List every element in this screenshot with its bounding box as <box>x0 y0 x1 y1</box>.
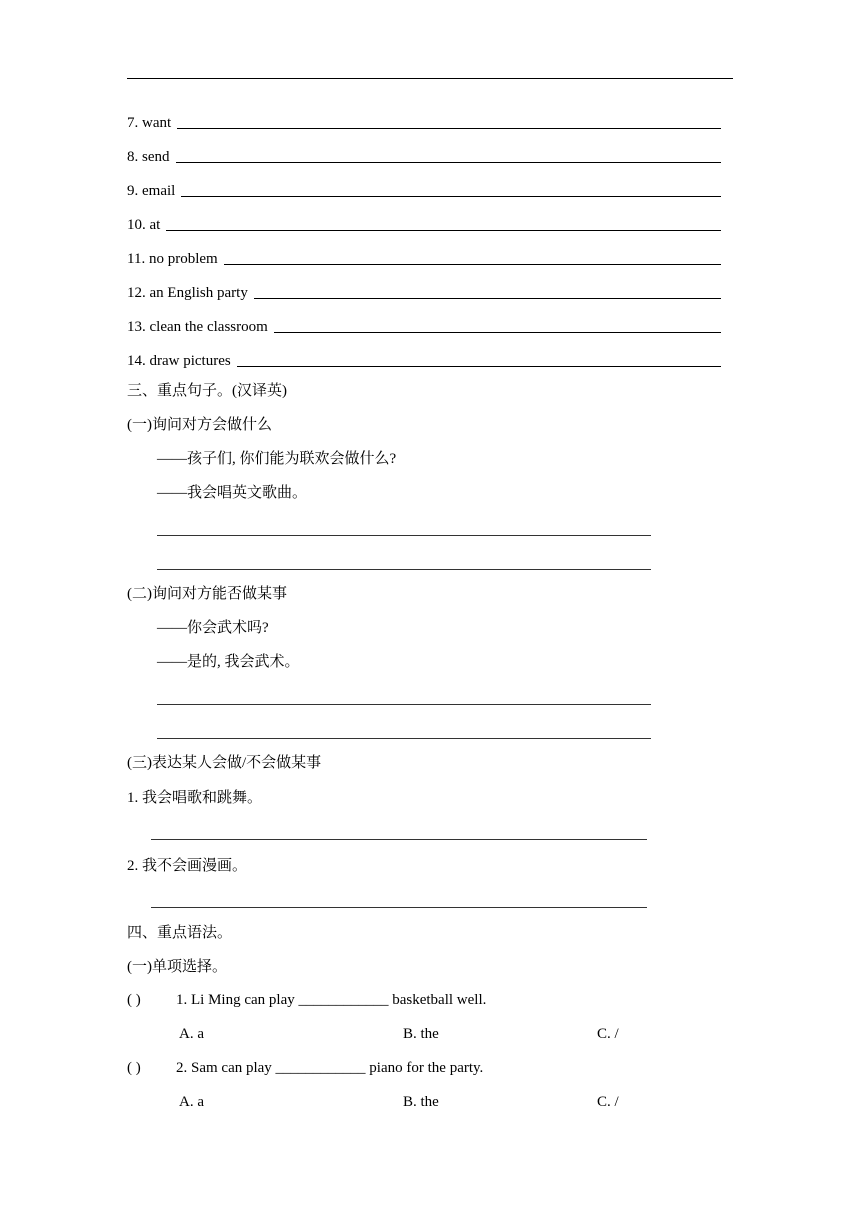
dialogue-question: ——孩子们, 你们能为联欢会做什么? <box>157 451 397 467</box>
option-a[interactable]: A. a <box>179 1094 204 1110</box>
question-stem: 2. Sam can play ____________ piano for the party. <box>176 1060 484 1076</box>
option-c[interactable]: C. / <box>597 1094 619 1110</box>
subsection-title: (一)询问对方会做什么 <box>127 417 272 433</box>
vocab-line <box>127 112 721 132</box>
vocab-line <box>127 180 721 200</box>
dialogue-question: ——你会武术吗? <box>157 620 269 636</box>
vocab-line <box>127 350 721 370</box>
vocab-label: 14. draw pictures <box>127 353 231 369</box>
vocab-line <box>127 248 721 268</box>
sentence-item: 2. 我不会画漫画。 <box>127 858 248 874</box>
vocab-line <box>127 282 721 302</box>
vocab-line <box>127 146 721 166</box>
vocab-label: 11. no problem <box>127 251 218 267</box>
dialogue-answer: ——我会唱英文歌曲。 <box>157 485 308 501</box>
vocab-line <box>127 214 721 234</box>
vocab-label: 13. clean the classroom <box>127 319 268 335</box>
answer-blank[interactable] <box>237 366 721 367</box>
option-b[interactable]: B. the <box>403 1026 439 1042</box>
vocab-label: 9. email <box>127 183 176 199</box>
answer-blank[interactable] <box>254 298 721 299</box>
answer-paren[interactable]: ( ) <box>127 1060 141 1076</box>
option-a[interactable]: A. a <box>179 1026 204 1042</box>
answer-blank[interactable] <box>274 332 721 333</box>
vocab-label: 10. at <box>127 217 161 233</box>
answer-blank[interactable] <box>166 230 721 231</box>
answer-line[interactable] <box>157 704 651 705</box>
answer-blank[interactable] <box>176 162 722 163</box>
vocab-label: 8. send <box>127 149 170 165</box>
answer-blank[interactable] <box>224 264 721 265</box>
dialogue-answer: ——是的, 我会武术。 <box>157 654 300 670</box>
question-stem: 1. Li Ming can play ____________ basketball well. <box>176 992 487 1008</box>
vocab-label: 7. want <box>127 115 172 131</box>
answer-line[interactable] <box>157 535 651 536</box>
answer-line[interactable] <box>151 907 647 908</box>
answer-line[interactable] <box>157 738 651 739</box>
option-c[interactable]: C. / <box>597 1026 619 1042</box>
subsection-title: (二)询问对方能否做某事 <box>127 586 287 602</box>
answer-blank[interactable] <box>181 196 721 197</box>
vocab-line <box>127 316 721 336</box>
answer-line[interactable] <box>157 569 651 570</box>
sentence-item: 1. 我会唱歌和跳舞。 <box>127 790 263 806</box>
answer-paren[interactable]: ( ) <box>127 992 141 1008</box>
answer-blank[interactable] <box>177 128 721 129</box>
answer-line[interactable] <box>151 839 647 840</box>
option-b[interactable]: B. the <box>403 1094 439 1110</box>
vocab-label: 12. an English party <box>127 285 248 301</box>
section-heading: 四、重点语法。 <box>127 925 233 941</box>
subsection-title: (三)表达某人会做/不会做某事 <box>127 755 322 771</box>
subsection-title: (一)单项选择。 <box>127 959 227 975</box>
header-rule <box>127 78 733 79</box>
section-heading: 三、重点句子。(汉译英) <box>127 383 287 399</box>
